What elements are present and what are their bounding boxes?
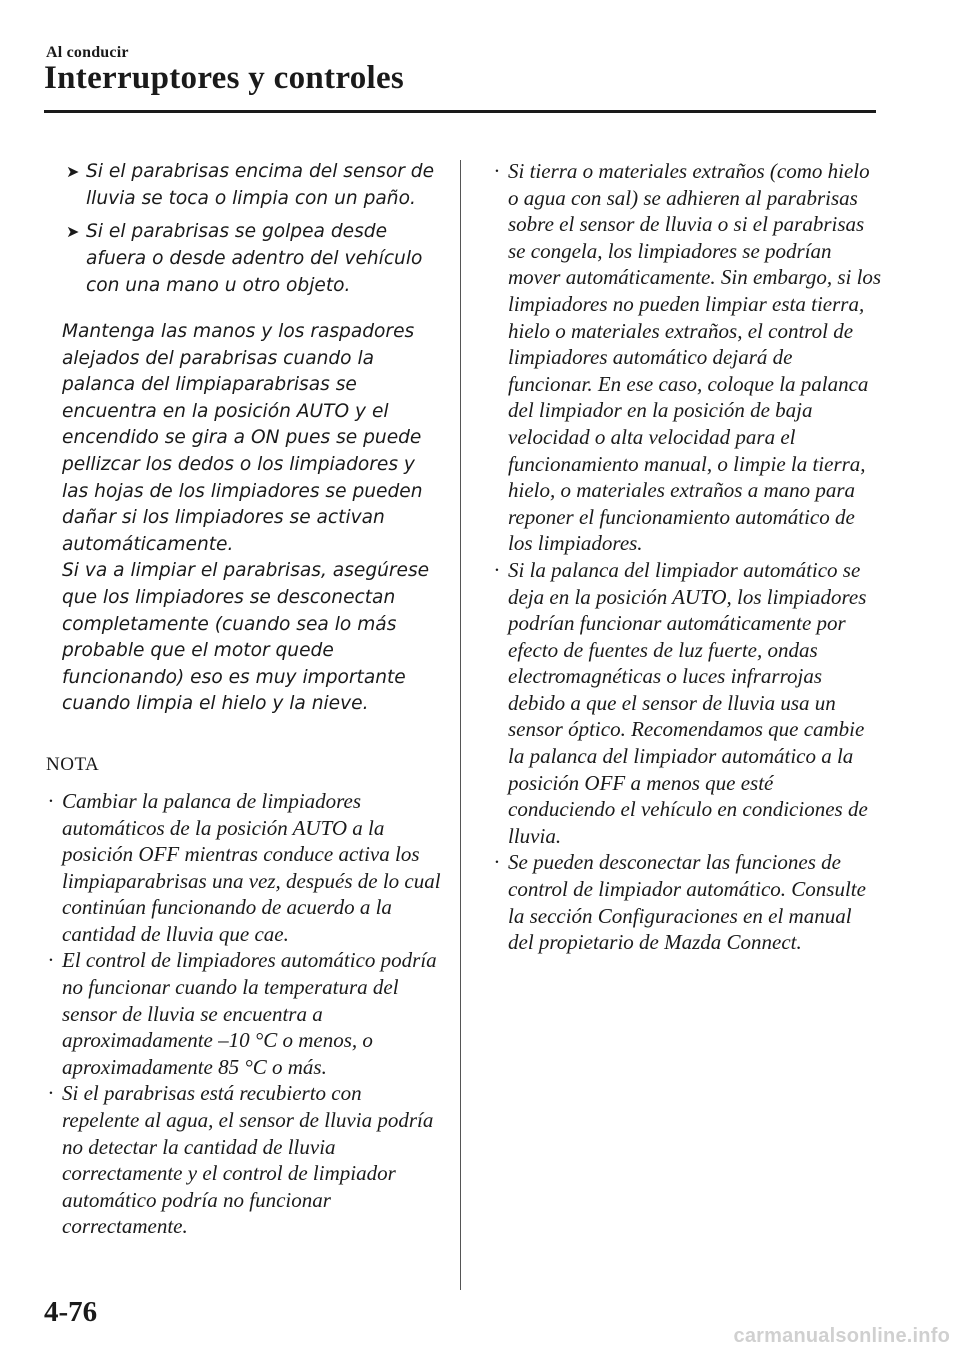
- bullet-icon: ·: [494, 850, 500, 875]
- bullet-icon: ·: [48, 788, 54, 813]
- nota-label: NOTA: [46, 753, 100, 775]
- nota-item-text: Si la palanca del limpiador automático se deja en la posición AUTO, los limpiadores podrían funcionar automáticamente por efecto de fuentes de luz fuerte, ondas electromagnéticas o luces infrarrojas debido a que el sensor de lluvia usa un sensor óptico. Recomendamos que cambie la palanca del limpiador automático a la posición OFF a menos que esté conduciendo el vehículo en condiciones de lluvia.: [508, 557, 868, 848]
- bullet-icon: ·: [494, 159, 500, 183]
- page-title: Interruptores y controles: [44, 60, 405, 96]
- right-column: [492, 158, 882, 956]
- bullet-icon: ·: [48, 1081, 54, 1106]
- nota-list-item: [492, 158, 882, 557]
- arrow-icon: ➤: [66, 222, 80, 241]
- nota-list-item: [44, 788, 444, 948]
- warning-item-text: Si el parabrisas encima del sensor de lluvia se toca o limpia con un paño.: [86, 161, 435, 209]
- warning-paragraph: Si va a limpiar el parabrisas, asegúrese que los limpiadores se desconectan completamente (cuando sea lo más probable que el motor quede funcionando) eso es muy importante cuando limpia el hielo y la nieve.: [62, 560, 430, 715]
- warning-list-item: [44, 158, 444, 212]
- column-divider: [460, 160, 461, 1290]
- nota-item-text: Cambiar la palanca de limpiadores automáticos de la posición AUTO a la posición OFF mientras conduce activa los limpiaparabrisas una vez, después de lo cual continúan funcionando de acuerdo a la cantidad de lluvia que cae.: [62, 788, 441, 946]
- left-column: [44, 158, 444, 1240]
- watermark: carmanualsonline.info: [733, 1325, 950, 1347]
- nota-item-text: Se pueden desconectar las funciones de control de limpiador automático. Consulte la sección Configuraciones en el manual del propietario de Mazda Connect.: [508, 850, 866, 955]
- section-label: Al conducir: [46, 44, 129, 61]
- nota-list-item: [44, 1080, 444, 1240]
- warning-item-text: Si el parabrisas se golpea desde afuera o desde adentro del vehículo con una mano u otro objeto.: [86, 221, 423, 296]
- warning-paragraph: Mantenga las manos y los raspadores alejados del parabrisas cuando la palanca del limpiaparabrisas se encuentra en la posición AUTO y el encendido se gira a ON pues se puede pellizcar los dedos o los limpiadores y las hojas de los limpiadores se pueden dañar si los limpiadores se activan automáticamente.: [62, 321, 423, 555]
- bullet-icon: ·: [494, 557, 500, 582]
- warning-list-item: [44, 218, 444, 299]
- nota-item-text: El control de limpiadores automático podría no funcionar cuando la temperatura del sensor de lluvia se encuentra a aproximadamente –10 °C o menos, o aproximadamente 85 °C o más.: [62, 948, 437, 1079]
- page-number: 4-76: [44, 1296, 98, 1328]
- nota-item-text: Si tierra o materiales extraños (como hielo o agua con sal) se adhieren al parabrisas sobre el sensor de lluvia o si el parabrisas se congela, los limpiadores se podrían mover automáticamente. Sin embargo, si los limpiadores no pueden limpiar esta tierra, hielo o materiales extraños, el control de limpiadores automático dejará de funcionar. En ese caso, coloque la palanca del limpiador en la posición de baja velocidad o alta velocidad para el funcionamiento manual, o limpie la tierra, hielo, o materiales extraños a mano para reponer el funcionamiento automático de los limpiadores.: [508, 159, 882, 556]
- bullet-icon: ·: [48, 948, 54, 973]
- title-rule: [44, 110, 876, 113]
- nota-list-item: [492, 849, 882, 955]
- nota-item-text: Si el parabrisas está recubierto con repelente al agua, el sensor de lluvia podría no detectar la cantidad de lluvia correctamente y el control de limpiador automático podría no funcionar correctamente.: [62, 1081, 434, 1239]
- nota-list-item: [44, 947, 444, 1080]
- nota-list-item: [492, 557, 882, 850]
- arrow-icon: ➤: [66, 162, 80, 181]
